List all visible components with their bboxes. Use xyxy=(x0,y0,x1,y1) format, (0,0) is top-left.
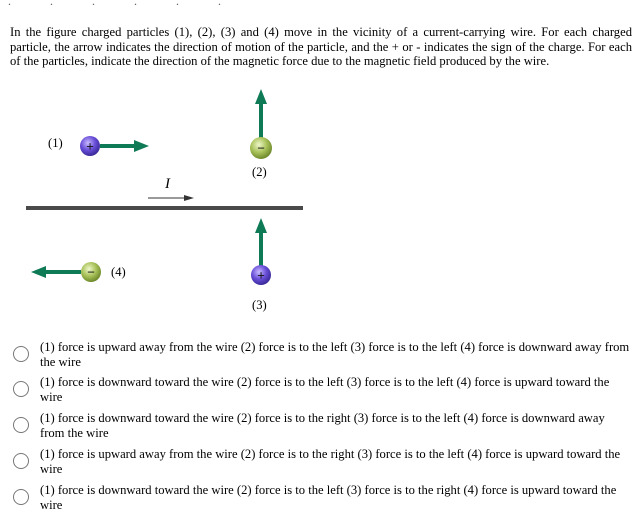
svg-text:−: − xyxy=(87,264,95,280)
particle-3-label: (3) xyxy=(252,298,267,312)
option-2-radio[interactable] xyxy=(13,381,29,397)
figure-diagram xyxy=(0,82,320,322)
particle-3 xyxy=(251,218,271,285)
current-label: I xyxy=(165,176,170,192)
option-4-text: (1) force is upward away from the wire (2) force is to the right (3) force is to the left (4) force is upward toward the wire xyxy=(40,447,621,476)
option-3-text: (1) force is downward toward the wire (2) force is to the right (3) force is to the left (4) force is downward away from the wire xyxy=(40,411,605,440)
svg-text:+: + xyxy=(257,267,265,283)
particle-1 xyxy=(80,136,149,156)
option-4-radio[interactable] xyxy=(13,453,29,469)
top-decoration: . . . . . . xyxy=(8,0,239,8)
particle-1-label: (1) xyxy=(48,136,63,150)
option-3-radio[interactable] xyxy=(13,417,29,433)
particle-2 xyxy=(250,89,272,159)
option-2-text: (1) force is downward toward the wire (2) force is to the left (3) force is to the left (4) force is upward toward the wire xyxy=(40,375,610,404)
option-1-radio[interactable] xyxy=(13,346,29,362)
wire xyxy=(26,206,303,210)
particle-4-label: (4) xyxy=(111,265,126,279)
particle-4 xyxy=(31,262,101,282)
particle-2-label: (2) xyxy=(252,165,267,179)
svg-text:+: + xyxy=(86,138,94,154)
option-5-radio[interactable] xyxy=(13,489,29,505)
question-text: In the figure charged particles (1), (2), (3) and (4) move in the vicinity of a current-carrying wire. For each charged particle, the arrow indicates the direction of motion of the particle, and the + or - indicates the sign of the charge. For each of the particles, indicate the direction of the magnetic force due to the magnetic field produced by the wire. xyxy=(10,25,632,69)
current-arrow xyxy=(148,195,194,201)
figure xyxy=(0,82,320,322)
option-1-text: (1) force is upward away from the wire (2) force is to the left (3) force is to the left (4) force is downward away from the wire xyxy=(40,340,630,369)
option-5-text: (1) force is downward toward the wire (2) force is to the left (3) force is to the right (4) force is upward toward the wire xyxy=(40,483,617,512)
svg-text:−: − xyxy=(257,140,265,156)
